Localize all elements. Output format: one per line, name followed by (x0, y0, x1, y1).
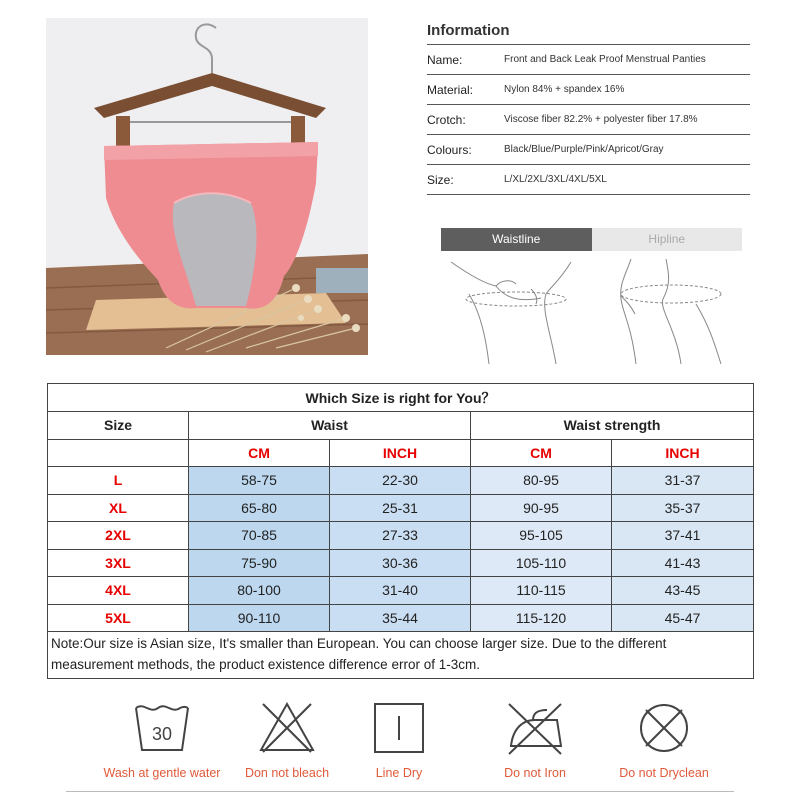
tab-hipline[interactable]: Hipline (592, 228, 743, 251)
measurement-tabs (441, 228, 742, 251)
information-panel (427, 18, 750, 195)
info-row-material (427, 75, 750, 105)
care-label: Line Dry (375, 766, 423, 780)
waist-cm-value: 90-110 (189, 604, 330, 632)
no-iron-icon (503, 698, 567, 758)
waist-inch-value: 30-36 (330, 549, 471, 577)
strength-cm-value: 115-120 (471, 604, 612, 632)
care-item-dryclean (594, 698, 734, 780)
size-label: 2XL (48, 522, 189, 550)
body-measure-illustration (441, 254, 742, 369)
care-label: Do not Iron (504, 766, 566, 780)
waist-cm-value: 70-85 (189, 522, 330, 550)
strength-cm-value: 95-105 (471, 522, 612, 550)
table-note-row (48, 632, 754, 679)
care-label: Do not Dryclean (619, 766, 709, 780)
info-label: Size: (427, 172, 454, 187)
waist-inch-value: 27-33 (330, 522, 471, 550)
waist-inch-value: 25-31 (330, 494, 471, 522)
divider (66, 791, 734, 792)
wash-temperature: 30 (151, 724, 173, 744)
info-row-name (427, 45, 750, 75)
info-value: L/XL/2XL/3XL/4XL/5XL (504, 174, 607, 185)
measurement-figures (441, 254, 742, 369)
waist-cm-value: 65-80 (189, 494, 330, 522)
waist-inch-value: 22-30 (330, 467, 471, 495)
table-row (48, 604, 754, 632)
line-dry-icon (367, 698, 431, 758)
info-row-size (427, 165, 750, 195)
info-value: Front and Back Leak Proof Menstrual Panties (504, 54, 706, 65)
info-label: Colours: (427, 142, 472, 157)
strength-inch-value: 35-37 (612, 494, 754, 522)
info-label: Crotch: (427, 112, 466, 127)
table-row (48, 577, 754, 605)
empty-cell (48, 439, 189, 467)
waist-inch-value: 35-44 (330, 604, 471, 632)
table-title: Which Size is right for You？ (48, 384, 754, 412)
size-label: 3XL (48, 549, 189, 577)
strength-cm-value: 105-110 (471, 549, 612, 577)
strength-inch-value: 31-37 (612, 467, 754, 495)
size-label: XL (48, 494, 189, 522)
waist-header: Waist (189, 412, 471, 440)
info-value: Viscose fiber 82.2% + polyester fiber 17.8% (504, 114, 698, 125)
size-label: 4XL (48, 577, 189, 605)
product-photo (46, 18, 368, 355)
strength-inch-value: 45-47 (612, 604, 754, 632)
strength-inch-value: 43-45 (612, 577, 754, 605)
unit-inch: INCH (612, 439, 754, 467)
care-item-linedry (329, 698, 469, 780)
size-note: Note:Our size is Asian size, It's smaller than European. You can choose larger size. Due to the different measurement methods, the product existence difference error of 1-3cm. (48, 632, 754, 679)
info-value: Nylon 84% + spandex 16% (504, 84, 625, 95)
tab-waistline[interactable]: Waistline (441, 228, 592, 251)
strength-inch-value: 37-41 (612, 522, 754, 550)
table-row (48, 549, 754, 577)
size-header: Size (48, 412, 189, 440)
waist-strength-header: Waist strength (471, 412, 754, 440)
care-item-iron (465, 698, 605, 780)
waist-cm-value: 80-100 (189, 577, 330, 605)
strength-cm-value: 80-95 (471, 467, 612, 495)
table-title-row (48, 384, 754, 412)
unit-inch: INCH (330, 439, 471, 467)
care-label: Don not bleach (244, 766, 330, 780)
care-label: Wash at gentle water (103, 766, 221, 780)
care-item-wash (92, 698, 232, 780)
info-row-crotch (427, 105, 750, 135)
info-label: Name: (427, 52, 463, 67)
table-row (48, 522, 754, 550)
info-title: Information (427, 18, 750, 45)
size-label: L (48, 467, 189, 495)
table-row (48, 467, 754, 495)
waist-cm-value: 75-90 (189, 549, 330, 577)
no-dryclean-icon (632, 698, 696, 758)
unit-cm: CM (471, 439, 612, 467)
table-header-row (48, 412, 754, 440)
product-illustration (46, 18, 368, 355)
strength-cm-value: 90-95 (471, 494, 612, 522)
strength-cm-value: 110-115 (471, 577, 612, 605)
wash-30-icon (130, 698, 194, 758)
unit-cm: CM (189, 439, 330, 467)
info-label: Material: (427, 82, 474, 97)
strength-inch-value: 41-43 (612, 549, 754, 577)
table-row (48, 494, 754, 522)
info-row-colours (427, 135, 750, 165)
info-value: Black/Blue/Purple/Pink/Apricot/Gray (504, 144, 664, 155)
no-bleach-icon (255, 698, 319, 758)
size-label: 5XL (48, 604, 189, 632)
size-table (47, 383, 754, 679)
table-unit-row (48, 439, 754, 467)
care-instructions (66, 698, 734, 788)
waist-inch-value: 31-40 (330, 577, 471, 605)
waist-cm-value: 58-75 (189, 467, 330, 495)
